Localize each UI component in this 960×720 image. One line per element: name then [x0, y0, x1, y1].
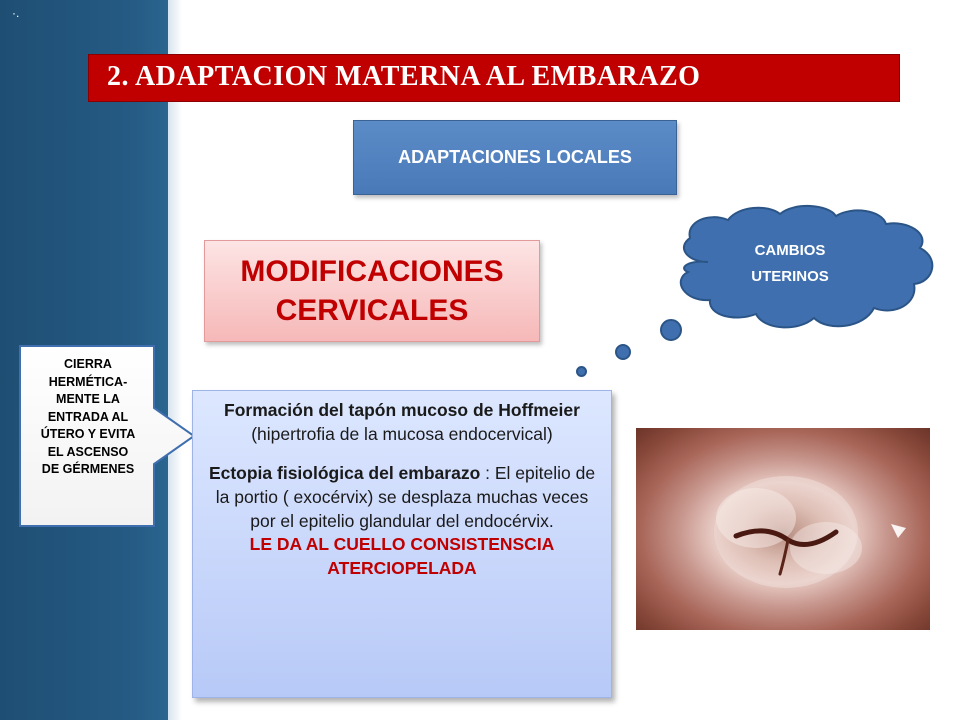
callout-label	[24, 356, 152, 479]
title-bar	[88, 54, 900, 102]
cervix-photo	[636, 428, 930, 630]
callout-line: ÚTERO Y EVITA	[40, 427, 136, 441]
consistencia-note: LE DA AL CUELLO CONSISTENSCIA ATERCIOPELADA	[249, 534, 555, 578]
paragraph-ectopia	[205, 462, 599, 533]
callout-line: ENTRADA AL	[47, 409, 129, 424]
subheading-box: ADAPTACIONES LOCALES	[353, 120, 677, 195]
cervix-photo-icon	[636, 428, 930, 630]
callout-line: EL ASCENSO	[47, 444, 129, 459]
modificaciones-line-2: CERVICALES	[275, 294, 469, 327]
tapon-mucoso-detail: (hipertrofia de la mucosa endocervical)	[251, 423, 553, 444]
callout-line: MENTE LA	[56, 392, 120, 406]
thought-bubble-medium	[615, 344, 631, 360]
callout-line: DE GÉRMENES	[41, 462, 135, 476]
callout-line: HERMÉTICA-	[48, 374, 128, 389]
cloud-line-2: UTERINOS	[751, 268, 829, 286]
cloud-label	[720, 238, 860, 291]
ectopia-detail: : El epitelio de la portio ( exocérvix) se desplaza muchas veces por el epitelio glandular del endocérvix.	[215, 463, 596, 531]
thought-bubble-large	[660, 319, 682, 341]
thought-bubble-small	[576, 366, 587, 377]
ectopia-heading: Ectopia fisiológica del embarazo	[208, 463, 481, 484]
modificaciones-line-1: MODIFICACIONES	[240, 255, 504, 288]
callout-line: CIERRA	[64, 357, 112, 371]
tapon-mucoso-heading: Formación del tapón mucoso de Hoffmeier	[224, 400, 580, 420]
paragraph-tapon-mucoso	[205, 399, 599, 446]
main-content-box	[192, 390, 612, 698]
modificaciones-box	[204, 240, 540, 342]
cloud-line-1: CAMBIOS	[754, 242, 826, 259]
corner-mark: ·.	[12, 6, 20, 20]
page-title: 2. ADAPTACION MATERNA AL EMBARAZO	[107, 61, 701, 92]
